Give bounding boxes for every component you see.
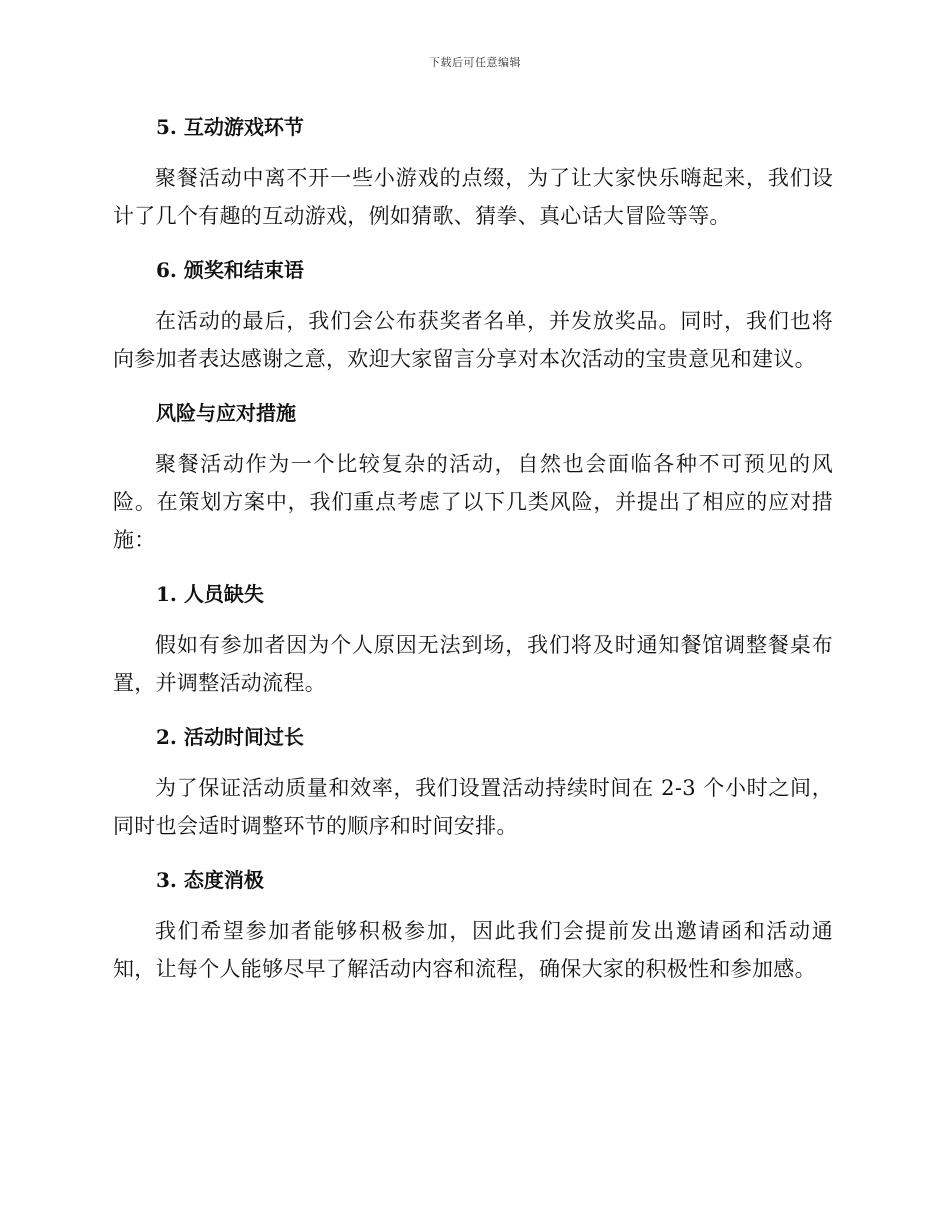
section-paragraph-absence: 假如有参加者因为个人原因无法到场，我们将及时通知餐馆调整餐桌布置，并调整活动流程。 <box>113 633 833 695</box>
section-heading-absence: 1. 人员缺失 <box>156 582 264 606</box>
section-heading-risks: 风险与应对措施 <box>156 401 296 425</box>
section-paragraph-awards-closing: 在活动的最后，我们会公布获奖者名单，并发放奖品。同时，我们也将向参加者表达感谢之意，欢迎大家留言分享对本次活动的宝贵意见和建议。 <box>113 309 833 371</box>
section-heading-awards-closing: 6. 颁奖和结束语 <box>156 258 304 282</box>
section-paragraph-interactive-games: 聚餐活动中离不开一些小游戏的点缀，为了让大家快乐嗨起来，我们设计了几个有趣的互动游戏，例如猜歌、猜拳、真心话大冒险等等。 <box>113 166 833 228</box>
section-heading-interactive-games: 5. 互动游戏环节 <box>156 115 304 139</box>
section-paragraph-overtime: 为了保证活动质量和效率，我们设置活动持续时间在 2-3 个小时之间，同时也会适时调整环节的顺序和时间安排。 <box>113 776 833 838</box>
section-paragraph-risks: 聚餐活动作为一个比较复杂的活动，自然也会面临各种不可预见的风险。在策划方案中，我们重点考虑了以下几类风险，并提出了相应的应对措施： <box>113 452 833 552</box>
page-header-note: 下载后可任意编辑 <box>429 56 521 69</box>
section-paragraph-negative-attitude: 我们希望参加者能够积极参加，因此我们会提前发出邀请函和活动通知，让每个人能够尽早了解活动内容和流程，确保大家的积极性和参加感。 <box>113 919 833 981</box>
document-body <box>113 112 833 1008</box>
section-heading-overtime: 2. 活动时间过长 <box>156 725 304 749</box>
section-heading-negative-attitude: 3. 态度消极 <box>156 868 264 892</box>
